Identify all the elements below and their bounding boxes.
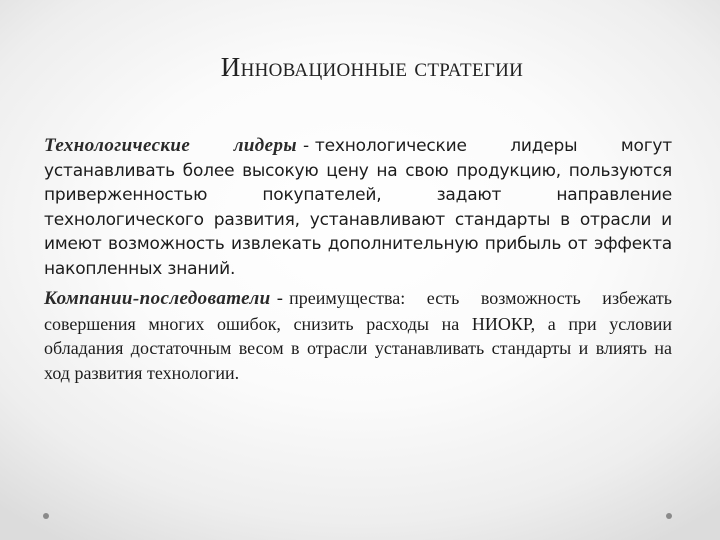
term-followers: Компании-последователи [44, 288, 271, 309]
term-technology-leaders: Технологические лидеры [44, 135, 297, 156]
slide-title: Инновационные стратегии [220, 52, 524, 82]
paragraph-technology-leaders [44, 134, 672, 281]
decorative-dot-right [666, 513, 672, 519]
term-dash: - [302, 136, 309, 156]
slide-content [44, 134, 672, 385]
paragraph-text: преимущества: есть возможность избежать совершения многих ошибок, снизить расходы на НИОКР, а при условии обладания достаточным весом в отрасли устанавливать стандарты и влиять на ход развития технологии. [44, 288, 672, 383]
decorative-dot-left [43, 513, 49, 519]
paragraph-followers [44, 286, 672, 385]
paragraph-text: технологические лидеры могут устанавливать более высокую цену на свою продукцию, пользуются приверженностью покупателей, задают направление технологического развития, устанавливают стандарты в отрасли и имеют возможность извлекать дополнительную прибыль от эффекта накопленных знаний. [44, 136, 672, 279]
term-dash: - [276, 288, 284, 309]
